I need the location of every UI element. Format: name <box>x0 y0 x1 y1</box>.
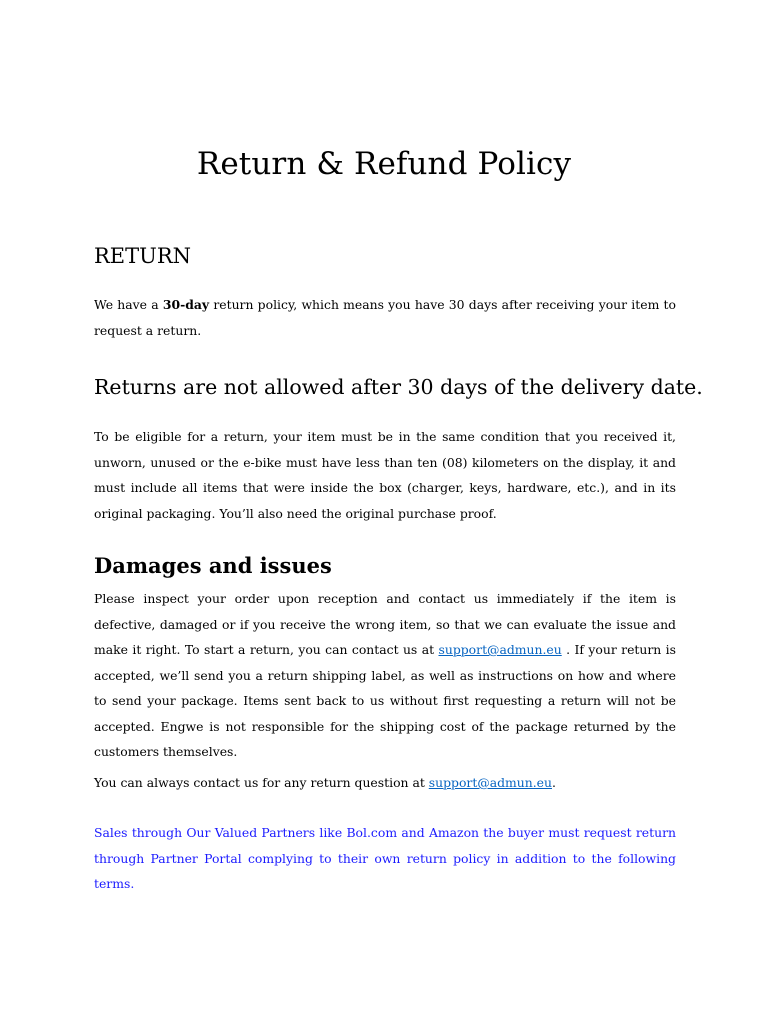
contact-text-start: You can always contact us for any return question at <box>94 775 429 790</box>
return-period-bold: 30-day <box>162 297 210 312</box>
damages-paragraph <box>94 586 676 765</box>
damages-text-start: Please inspect your order upon reception and contact us immediately if the item is defective, damaged or if you receive the wrong item, so that we can evaluate the issue and make it right. To start a return, you can contact us at <box>94 591 676 657</box>
return-text-start: We have a <box>94 297 163 312</box>
support-email-link[interactable]: support@admun.eu <box>438 642 562 657</box>
contact-email-link[interactable]: support@admun.eu <box>428 775 552 790</box>
return-heading: RETURN <box>94 244 192 268</box>
partners-note: Sales through Our Valued Partners like Bol.com and Amazon the buyer must request return through Partner Portal complying to their own return policy in addition to the following terms. <box>94 825 676 891</box>
contact-paragraph <box>94 770 676 796</box>
return-text-end: return policy, which means you have 30 days after receiving your item to request a return. <box>94 297 676 338</box>
contact-text-end: . <box>552 775 556 790</box>
return-paragraph <box>94 292 676 343</box>
eligibility-paragraph: To be eligible for a return, your item must be in the same condition that you received it, unworn, unused or the e-bike must have less than ten (08) kilometers on the display, it and must include all items that were inside the box (charger, keys, hardware, etc.), and in its original packaging. You’ll also need the original purchase proof. <box>94 429 676 521</box>
page-title: Return & Refund Policy <box>196 146 572 182</box>
damages-text-end: . If your return is accepted, we’ll send you a return shipping label, as well as instructions on how and where to send your package. Items sent back to us without first requesting a return will not be accepted. Engwe is not responsible for the shipping cost of the package returned by the customers themselves. <box>94 642 676 759</box>
damages-heading: Damages and issues <box>94 553 332 578</box>
returns-not-allowed-heading: Returns are not allowed after 30 days of the delivery date. <box>94 375 703 399</box>
